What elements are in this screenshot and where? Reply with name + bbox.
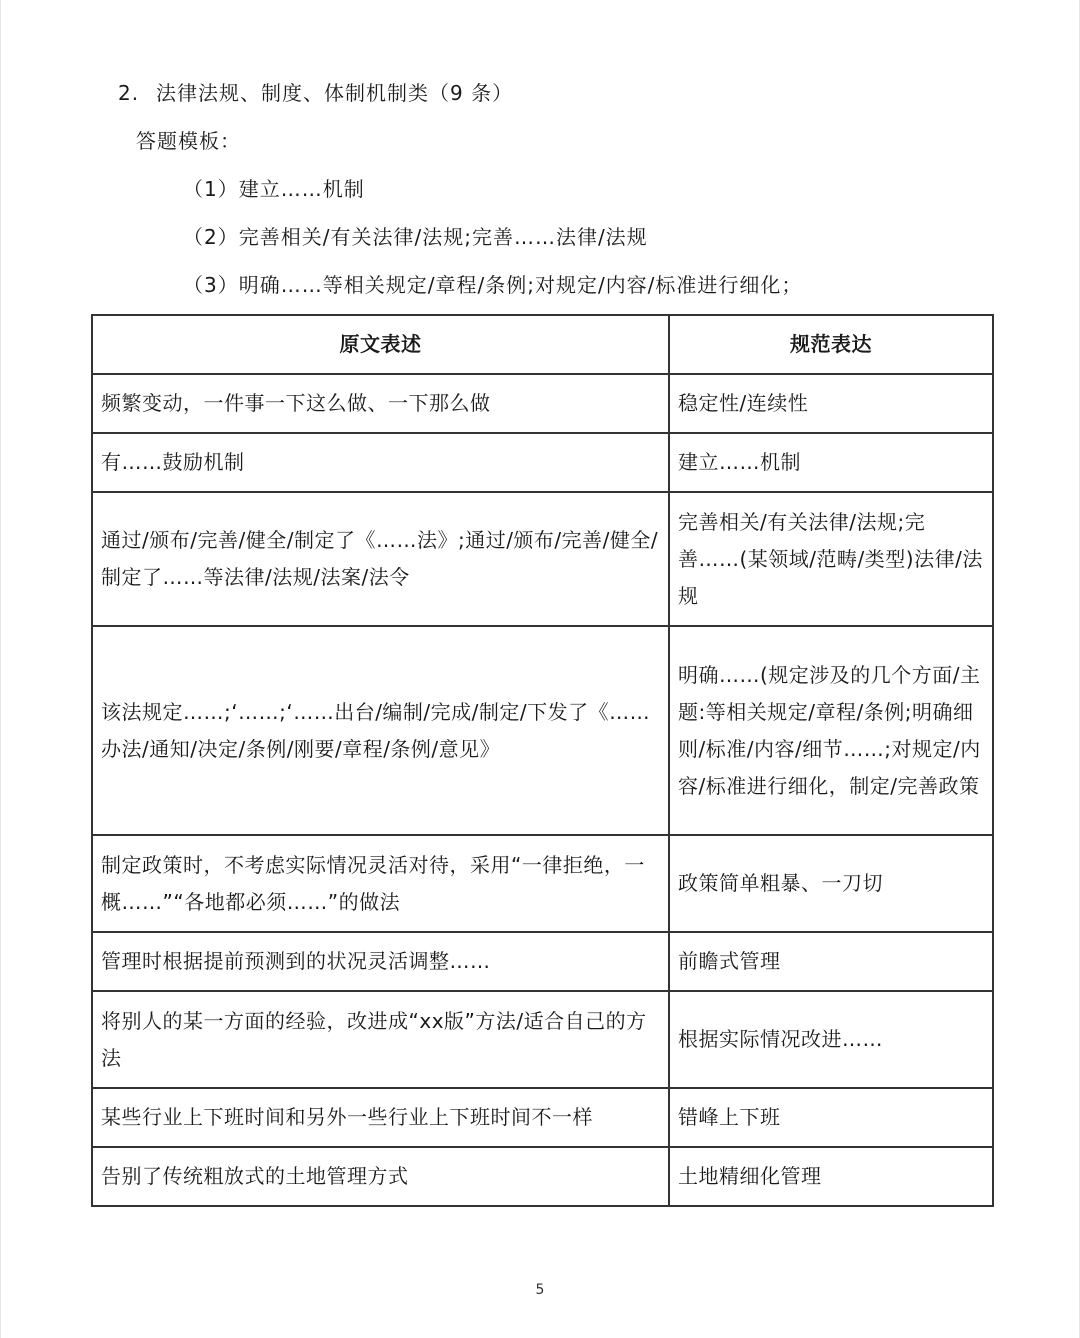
- section-heading: [118, 78, 513, 108]
- expression-table: [91, 314, 994, 1207]
- column-header-original: 原文表述: [92, 315, 669, 374]
- standard-cell: 错峰上下班: [669, 1088, 993, 1147]
- section-title: 法律法规、制度、体制机制类（9 条）: [156, 81, 514, 105]
- table-row: [92, 374, 993, 433]
- table-row: [92, 991, 993, 1088]
- standard-cell: 政策简单粗暴、一刀切: [669, 835, 993, 932]
- standard-cell: 稳定性/连续性: [669, 374, 993, 433]
- section-number: 2.: [118, 81, 140, 105]
- template-item: （1）建立……机制: [183, 177, 365, 201]
- page-number: 5: [535, 1282, 545, 1298]
- original-cell: 频繁变动，一件事一下这么做、一下那么做: [92, 374, 669, 433]
- table-header-row: [92, 315, 993, 374]
- original-cell: 该法规定……;‘……;‘……出台/编制/完成/制定/下发了《……办法/通知/决定/条例/刚要/章程/条例/意见》: [92, 626, 669, 835]
- standard-cell: 建立……机制: [669, 433, 993, 492]
- standard-cell: 完善相关/有关法律/法规;完善……(某领域/范畴/类型)法律/法规: [669, 492, 993, 626]
- column-header-standard: 规范表达: [669, 315, 993, 374]
- original-cell: 告别了传统粗放式的土地管理方式: [92, 1147, 669, 1206]
- table-row: [92, 835, 993, 932]
- template-item: （2）完善相关/有关法律/法规;完善……法律/法规: [183, 225, 648, 249]
- table-row: [92, 1088, 993, 1147]
- standard-cell: 前瞻式管理: [669, 932, 993, 991]
- table-row: [92, 492, 993, 626]
- original-cell: 某些行业上下班时间和另外一些行业上下班时间不一样: [92, 1088, 669, 1147]
- template-label: 答题模板：: [136, 129, 241, 153]
- standard-cell: 明确……(规定涉及的几个方面/主题:等相关规定/章程/条例;明确细则/标准/内容/细节……;对规定/内容/标准进行细化，制定/完善政策: [669, 626, 993, 835]
- table-row: [92, 932, 993, 991]
- table-row: [92, 626, 993, 835]
- original-cell: 通过/颁布/完善/健全/制定了《……法》;通过/颁布/完善/健全/制定了……等法律/法规/法案/法令: [92, 492, 669, 626]
- standard-cell: 土地精细化管理: [669, 1147, 993, 1206]
- template-item: （3）明确……等相关规定/章程/条例;对规定/内容/标准进行细化；: [183, 273, 803, 297]
- original-cell: 有……鼓励机制: [92, 433, 669, 492]
- table-row: [92, 433, 993, 492]
- table-row: [92, 1147, 993, 1206]
- original-cell: 制定政策时，不考虑实际情况灵活对待，采用“一律拒绝，一概……”“各地都必须……”的做法: [92, 835, 669, 932]
- original-cell: 将别人的某一方面的经验，改进成“xx版”方法/适合自己的方法: [92, 991, 669, 1088]
- original-cell: 管理时根据提前预测到的状况灵活调整……: [92, 932, 669, 991]
- standard-cell: 根据实际情况改进……: [669, 991, 993, 1088]
